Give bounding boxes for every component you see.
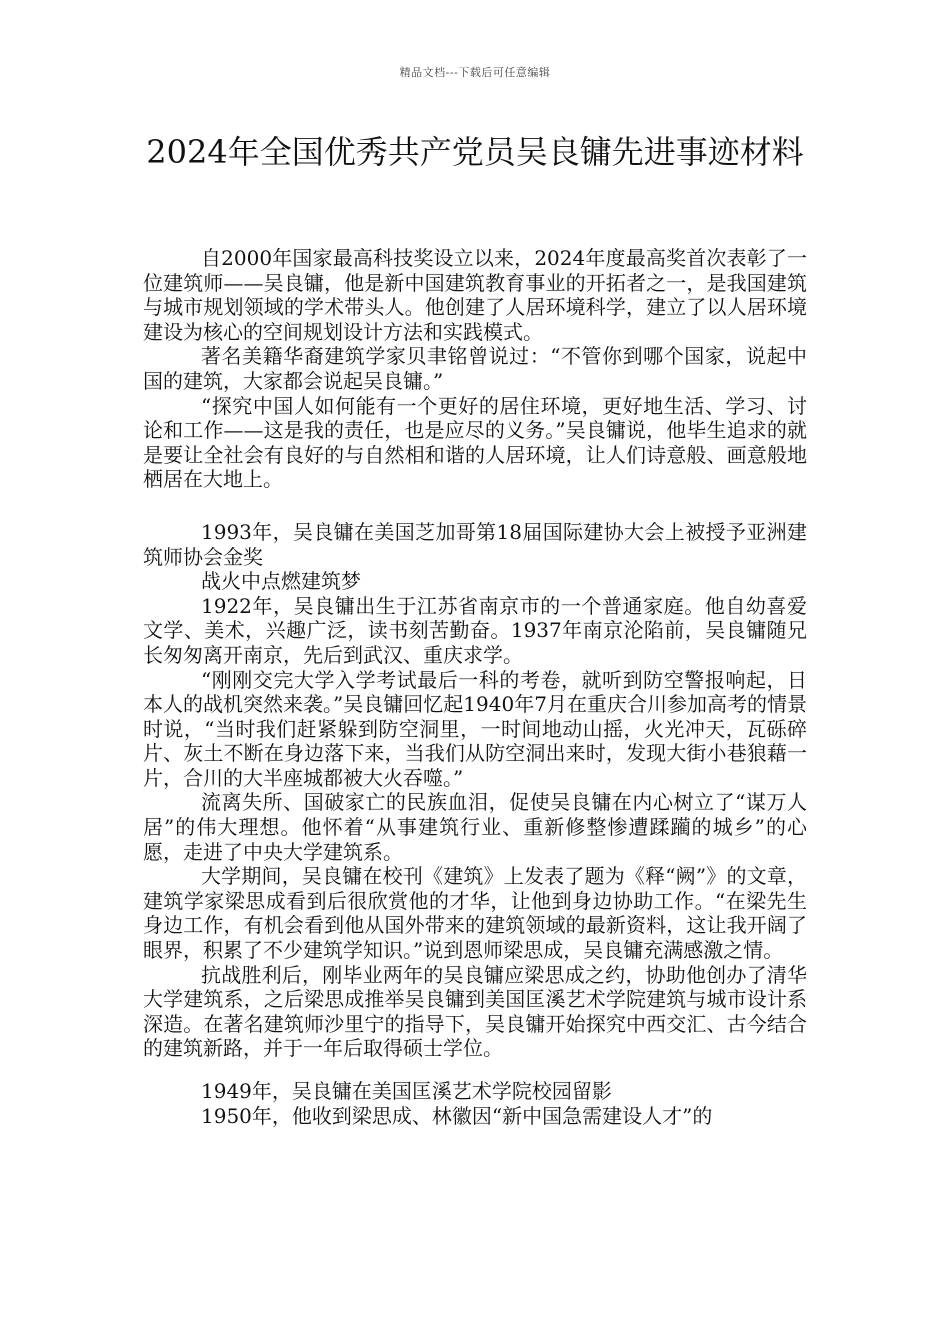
paragraph-ideal: 流离失所、国破家亡的民族血泪，促使吴良镛在内心树立了“谋万人居”的伟大理想。他怀着“从事建筑行业、重新修整惨遭蹂躏的城乡”的心愿，走进了中央大学建筑系。 [143, 790, 807, 864]
paragraph-quote-wu: “探究中国人如何能有一个更好的居住环境，更好地生活、学习、讨论和工作——这是我的责任，也是应尽的义务。”吴良镛说，他毕生追求的就是要让全社会有良好的与自然相和谐的人居环境，让人们诗意般、画意般地栖居在大地上。 [143, 393, 807, 492]
photo-caption-1949: 1949年，吴良镛在美国匡溪艺术学院校园留影 [201, 1079, 612, 1103]
paragraph-quote-pei: 著名美籍华裔建筑学家贝聿铭曾说过：“不管你到哪个国家，说起中国的建筑，大家都会说起吴良镛。” [143, 344, 807, 393]
image-placeholder-gap [143, 1061, 807, 1079]
paragraph-university: 大学期间，吴良镛在校刊《建筑》上发表了题为《释“阙”》的文章，建筑学家梁思成看到后很欣赏他的才华，让他到身边协助工作。“在梁先生身边工作，有机会看到他从国外带来的建筑领域的最新资料，这让我开阔了眼界，积累了不少建筑学知识。”说到恩师梁思成，吴良镛充满感激之情。 [143, 864, 807, 963]
document-body [143, 246, 807, 1128]
photo-caption-1993: 1993年，吴良镛在美国芝加哥第18届国际建协大会上被授予亚洲建筑师协会金奖 [143, 519, 807, 569]
paragraph-birth: 1922年，吴良镛出生于江苏省南京市的一个普通家庭。他自幼喜爱文学、美术，兴趣广泛，读书刻苦勤奋。1937年南京沦陷前，吴良镛随兄长匆匆离开南京，先后到武汉、重庆求学。 [143, 593, 807, 667]
page-header: 精品文档---下载后可任意编辑 [399, 66, 551, 79]
image-placeholder-gap [143, 492, 807, 520]
document-title: 2024年全国优秀共产党员吴良镛先进事迹材料 [146, 133, 804, 171]
paragraph-exam: “刚刚交完大学入学考试最后一科的考卷，就听到防空警报响起，日本人的战机突然来袭。”吴良镛回忆起1940年7月在重庆合川参加高考的情景时说，“当时我们赶紧躲到防空洞里，一时间地动山摇，火光冲天，瓦砾碎片、灰土不断在身边落下来，当我们从防空洞出来时，发现大街小巷狼藉一片，合川的大半座城都被大火吞噬。” [143, 667, 807, 790]
paragraph-postwar: 抗战胜利后，刚毕业两年的吴良镛应梁思成之约，协助他创办了清华大学建筑系，之后梁思成推举吴良镛到美国匡溪艺术学院建筑与城市设计系深造。在著名建筑师沙里宁的指导下，吴良镛开始探究中西交汇、古今结合的建筑新路，并于一年后取得硕士学位。 [143, 962, 807, 1061]
paragraph-1950: 1950年，他收到梁思成、林徽因“新中国急需建设人才”的 [201, 1103, 713, 1128]
section-heading: 战火中点燃建筑梦 [201, 569, 361, 594]
paragraph-intro: 自2000年国家最高科技奖设立以来，2024年度最高奖首次表彰了一位建筑师——吴良镛，他是新中国建筑教育事业的开拓者之一，是我国建筑与城市规划领域的学术带头人。他创建了人居环境科学，建立了以人居环境建设为核心的空间规划设计方法和实践模式。 [143, 246, 807, 344]
